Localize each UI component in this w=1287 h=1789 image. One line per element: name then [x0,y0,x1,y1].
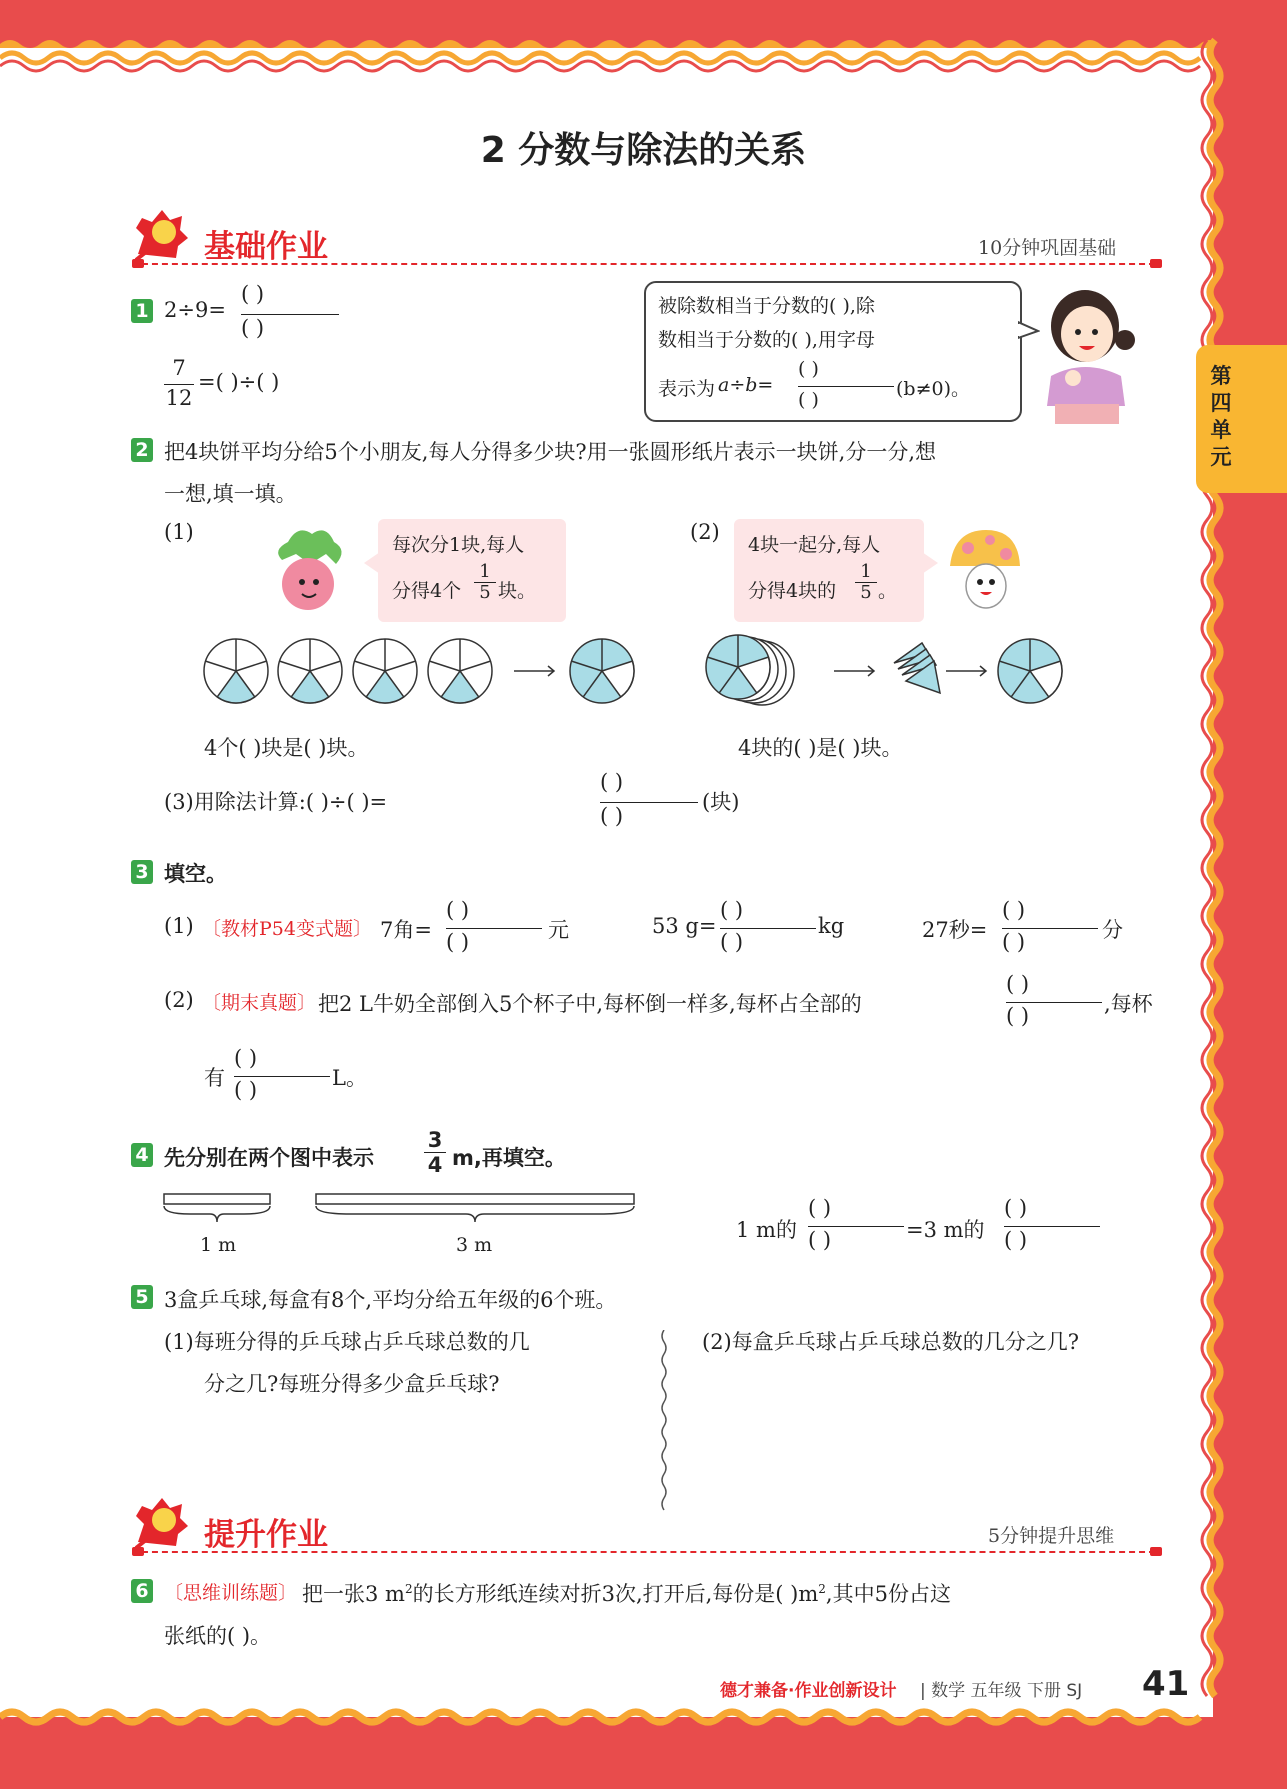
q3-part2-line2-den[interactable]: ( ) [234,1078,258,1102]
q6-superscript: 2 [404,1582,413,1596]
q3-part1-b-num[interactable]: ( ) [720,898,744,922]
q4-length-bars [160,1192,640,1228]
q4-text-prefix: 先分别在两个图中表示 [164,1146,374,1170]
q2-part1-hint-line2: 分得4个 [392,580,462,602]
q3-part1-b: 53 g= [652,914,717,938]
q3-part1-c-unit: 分 [1102,918,1123,942]
q6-text[interactable] [302,1578,951,1608]
section-basic-divider [132,263,1155,265]
section-advanced-divider [132,1551,1155,1553]
q3-part1-c-den[interactable]: ( ) [1002,930,1026,954]
section-basic-subtitle: 10分钟巩固基础 [978,237,1117,259]
q3-part1-b-unit: kg [818,914,845,938]
q6-text-c: ,其中5份占这 [825,1582,951,1606]
q3-part1-c-num[interactable]: ( ) [1002,898,1026,922]
q3-part1-tag: 〔教材P54变式题〕 [202,918,372,940]
girl-character-icon [1033,280,1143,426]
bar-3m[interactable] [316,1194,634,1222]
q1-bubble-condition: (b≠0)。 [896,378,970,400]
q3-part1-a: 7角= [380,918,432,942]
q1-bubble-line1[interactable]: 被除数相当于分数的( ),除 [658,295,875,317]
divider-cap-right [1150,1547,1162,1556]
q5-part1-line1: (1)每班分得的乒乓球占乒乓球总数的几 [164,1330,530,1354]
question-number: 1 [131,299,153,323]
q3-part2-den-blank[interactable]: ( ) [1006,1004,1030,1028]
q1-expression: 2÷9= [164,298,226,322]
q2-text-line2: 一想,填一填。 [164,482,297,506]
q6-tag: 〔思维训练题〕 [164,1582,298,1604]
q1-answer-numerator[interactable]: ( ) [241,282,265,306]
q1-bubble-line2[interactable]: 数相当于分数的( ),用字母 [658,329,875,351]
q2-part2-hint-line2: 分得4块的 [748,580,837,602]
pie-result-2 [998,639,1062,703]
q4-fill-a-num[interactable]: ( ) [808,1196,832,1220]
q1-fraction-denominator: 12 [165,386,193,410]
q2-part1-hint-fraction [474,562,496,603]
q3-part1-b-den[interactable]: ( ) [720,930,744,954]
frac-denominator: 4 [427,1153,443,1177]
q2-text-line1: 把4块饼平均分给5个小朋友,每人分得多少块?用一张圆形纸片表示一块饼,分一分,想 [164,440,937,464]
question-number: 2 [131,438,153,462]
q6-superscript: 2 [818,1582,826,1596]
q3-text: 填空。 [164,862,227,886]
stacked-pies [706,635,794,705]
q3-part2-line2-num[interactable]: ( ) [234,1046,258,1070]
q2-part2-hint-suffix: 。 [878,580,898,602]
q4-fill-a: 1 m的 [736,1218,797,1242]
q2-part2-hint-line1: 4块一起分,每人 [748,534,881,556]
pie-result-1 [570,639,634,703]
q3-part2-line2-suffix: L。 [332,1066,367,1090]
page-title: 2 分数与除法的关系 [480,130,807,171]
hint-tail [922,552,938,574]
question-number: 6 [131,1579,153,1603]
top-wavy-edge [0,44,1287,84]
q4-fill-b: =3 m的 [906,1218,985,1242]
q2-part3-denominator-blank[interactable]: ( ) [600,804,624,828]
bar-3m-label: 3 m [456,1234,493,1256]
q1-fraction-numerator: 7 [172,356,186,380]
question-number: 5 [131,1285,153,1309]
mushroom-character-icon [944,524,1024,616]
frac-numerator: 1 [860,561,872,582]
q1-bubble-fraction-bar [798,386,894,387]
q1-bubble-formula: a÷b= [718,374,774,396]
fraction-bar [720,928,816,929]
q2-part2-fill[interactable]: 4块的( )是( )块。 [738,736,903,760]
q3-part2-text: 把2 L牛奶全部倒入5个杯子中,每杯倒一样多,每杯占全部的 [318,992,862,1016]
q5-part2: (2)每盒乒乓球占乒乓球总数的几分之几? [702,1330,1080,1354]
radish-character-icon [268,524,350,616]
q1-bubble-denominator-blank[interactable]: ( ) [798,389,819,411]
section-badge-icon [130,1494,190,1552]
pie-1 [204,639,268,703]
q3-part1-c: 27秒= [922,918,988,942]
section-badge-icon [130,206,190,264]
bar-1m-label: 1 m [200,1234,237,1256]
fraction-bar [446,928,542,929]
fraction-bar [1004,1226,1100,1227]
footer-brand: 德才兼备·作业创新设计 [720,1681,897,1701]
q3-part2-num-blank[interactable]: ( ) [1006,972,1030,996]
q3-part1-a-num[interactable]: ( ) [446,898,470,922]
q3-part2-label: (2) [164,988,194,1012]
divider-cap-left [132,1547,144,1556]
q1-division-blanks[interactable]: =( )÷( ) [198,370,280,394]
q5-part1-line2: 分之几?每班分得多少盒乒乓球? [204,1372,500,1396]
q5-column-divider [656,1330,672,1514]
pie-2 [278,639,342,703]
footer-info: | 数学 五年级 下册 SJ [920,1681,1083,1701]
q2-part1-hint-line1: 每次分1块,每人 [392,534,525,556]
question-number: 4 [131,1143,153,1167]
frac-denominator: 5 [860,582,872,603]
q2-part2-hint-fraction [855,562,877,603]
q4-fill-b-den[interactable]: ( ) [1004,1228,1028,1252]
q6-text-b[interactable]: 的长方形纸连续对折3次,打开后,每份是( )m [412,1582,819,1606]
q3-part1-a-den[interactable]: ( ) [446,930,470,954]
section-advanced-subtitle: 5分钟提升思维 [988,1525,1115,1547]
right-wavy-border [1195,0,1287,1789]
q6-line2[interactable]: 张纸的( )。 [164,1624,272,1648]
q4-fraction [424,1128,446,1177]
frac-numerator: 1 [479,561,491,582]
q4-fill-a-den[interactable]: ( ) [808,1228,832,1252]
pie-3 [353,639,417,703]
frac-numerator: 3 [427,1128,443,1152]
q2-part1-label: (1) [164,520,194,544]
wedge-stack [894,643,940,693]
q2-part3-fraction-bar [600,802,698,803]
arrow-icon [514,666,554,676]
hint-tail [364,552,380,574]
q3-part2-tag: 〔期末真题〕 [202,992,317,1014]
divider-cap-right [1150,259,1162,268]
q4-fill-b-num[interactable]: ( ) [1004,1196,1028,1220]
arrow-icon [834,666,874,676]
q3-part1-a-unit: 元 [548,918,569,942]
page-number: 41 [1142,1664,1190,1704]
unit-tab-label: 第四单元 [1210,364,1232,469]
q3-part1-label: (1) [164,914,194,938]
bar-1m[interactable] [164,1194,270,1222]
q3-part2-line2-prefix: 有 [204,1066,225,1090]
bottom-wavy-border [0,1695,1287,1789]
q6-text-a: 把一张3 m [302,1582,405,1606]
q2-part3-numerator-blank[interactable]: ( ) [600,770,624,794]
q5-text: 3盒乒乓球,每盒有8个,平均分给五年级的6个班。 [164,1288,617,1312]
q2-part3-unit: (块) [702,790,740,814]
section-basic-heading: 基础作业 [204,229,328,265]
q1-answer-denominator[interactable]: ( ) [241,316,265,340]
q2-pie-diagrams [200,633,1200,713]
fraction-bar [234,1076,330,1077]
pie-4 [428,639,492,703]
q2-part1-hint-suffix: 块。 [498,580,537,602]
fraction-bar [1002,928,1098,929]
q1-fraction-bar [241,314,339,315]
question-number: 3 [131,860,153,884]
q2-part2-label: (2) [690,520,720,544]
q3-part2-tail: ,每杯 [1104,992,1153,1016]
q4-text-suffix: m,再填空。 [452,1146,566,1170]
fraction-bar [808,1226,904,1227]
frac-denominator: 5 [479,582,491,603]
q1-bubble-numerator-blank[interactable]: ( ) [798,358,819,380]
q1-fraction-line [164,384,194,385]
divider-cap-left [132,259,144,268]
q2-part3-expression[interactable]: (3)用除法计算:( )÷( )= [164,790,388,814]
section-advanced-heading: 提升作业 [204,1517,328,1553]
arrow-icon [946,666,986,676]
fraction-bar [1006,1002,1102,1003]
q2-part1-fill[interactable]: 4个( )块是( )块。 [204,736,369,760]
q1-bubble-line3-prefix: 表示为 [658,378,716,400]
